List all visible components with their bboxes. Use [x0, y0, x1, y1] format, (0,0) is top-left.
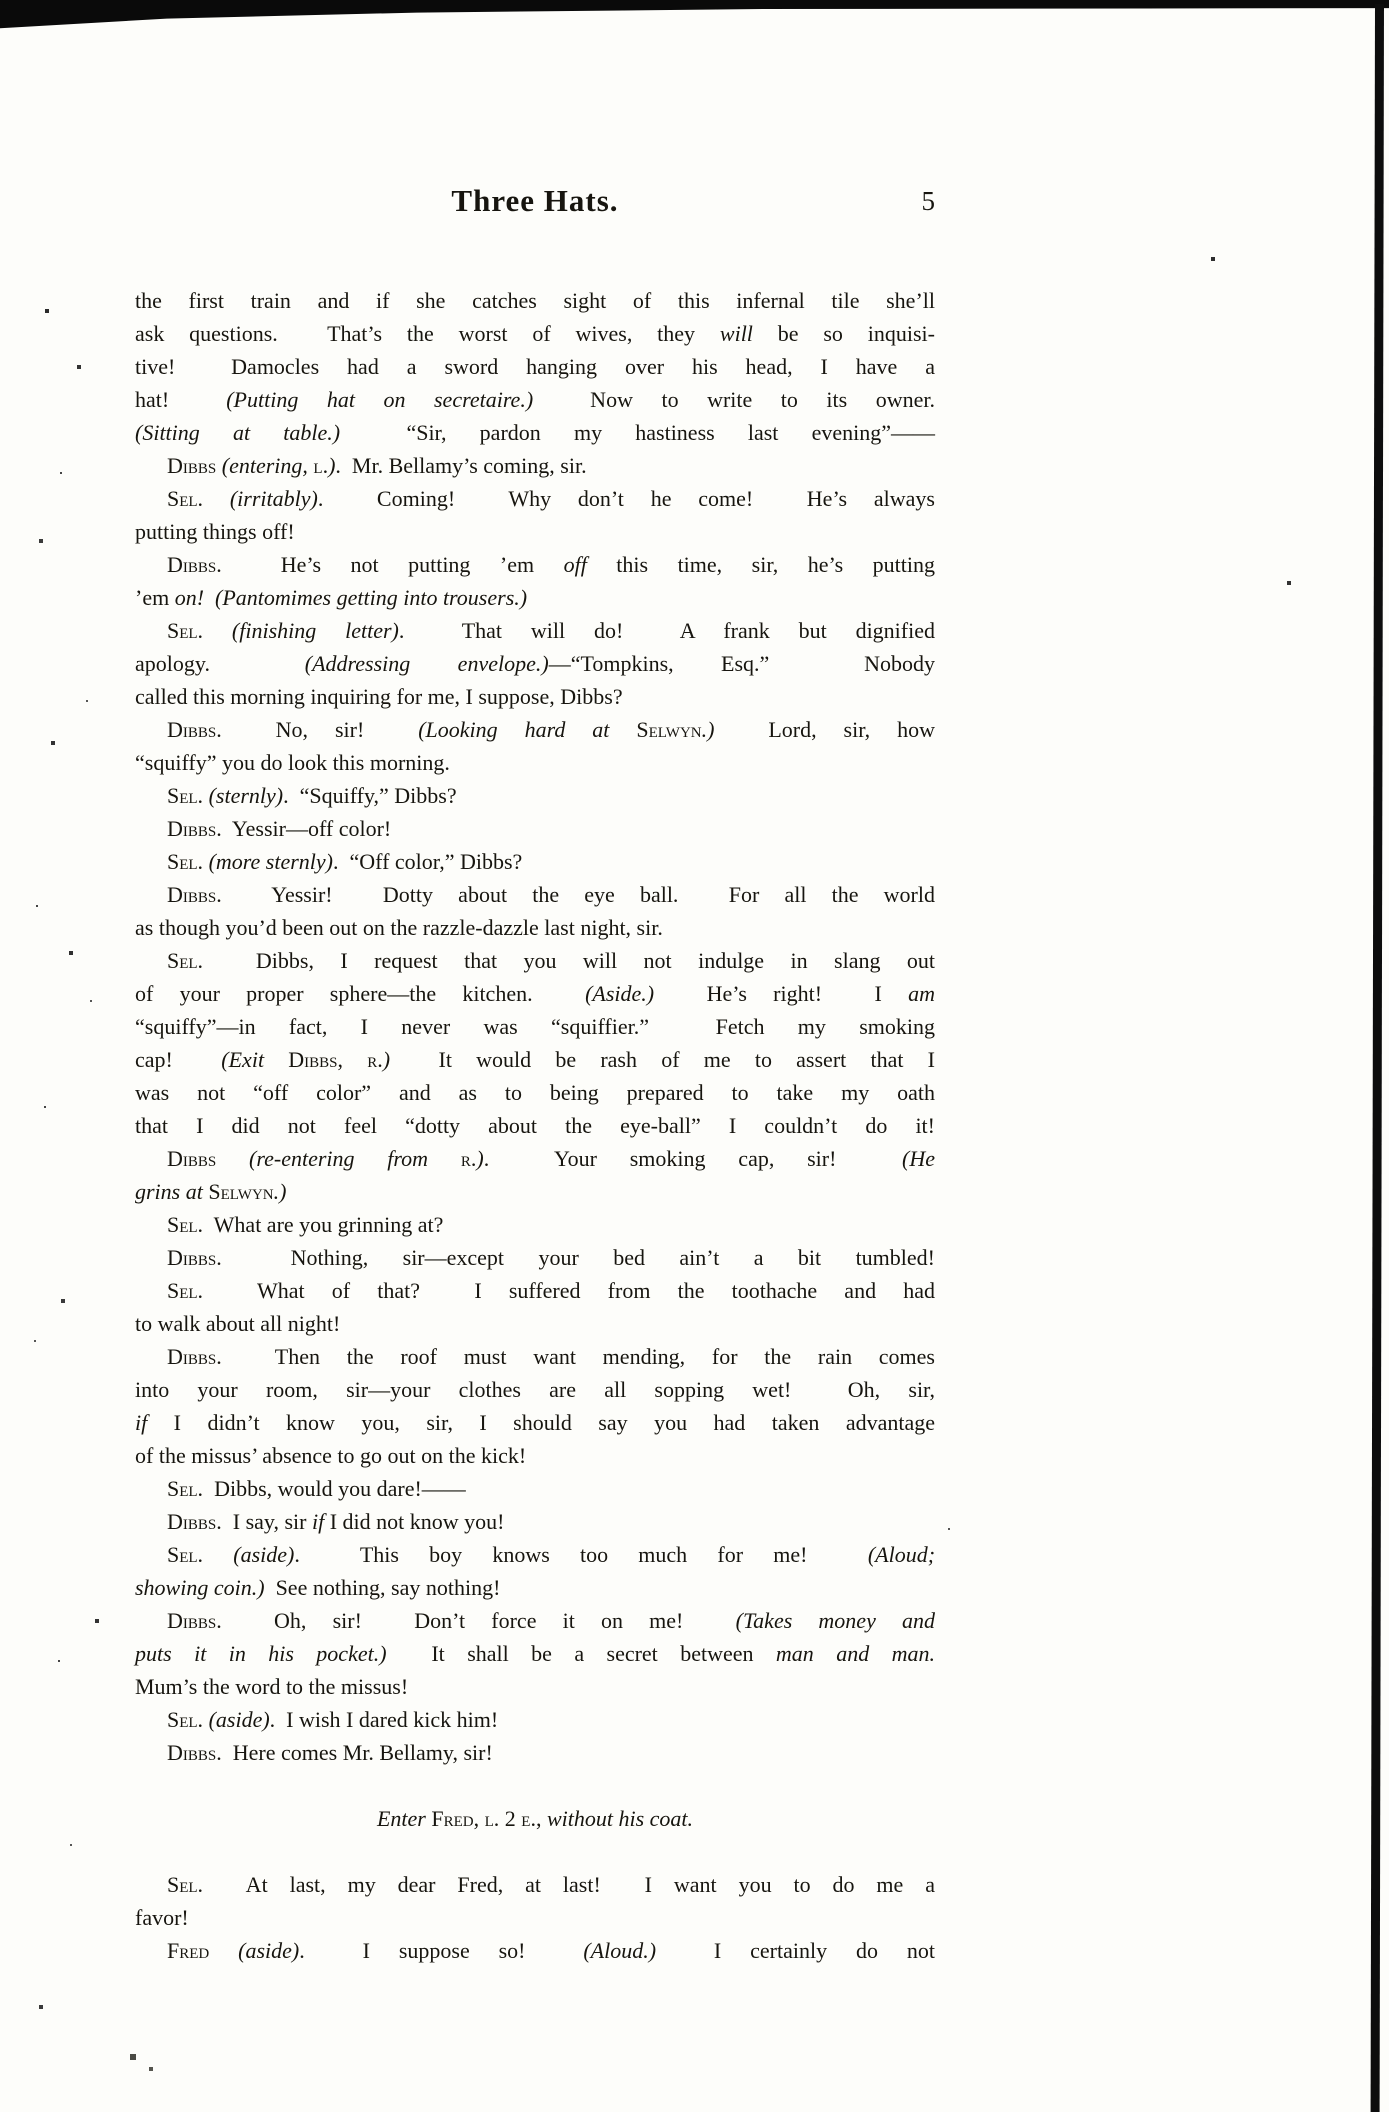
dialogue-text: , — [473, 1806, 485, 1831]
text-line — [135, 845, 935, 878]
page-body — [135, 284, 935, 1967]
text-line — [135, 1604, 935, 1637]
dialogue-text — [203, 618, 232, 643]
dialogue-text: . I wish I dared kick him! — [269, 1707, 499, 1732]
text-line — [135, 1703, 935, 1736]
stage-note: puts it in his pocket.) — [135, 1641, 387, 1666]
dialogue-text: “squiffy” you do look this morning. — [135, 750, 450, 775]
character-name: Sel. — [167, 1707, 204, 1732]
text-line — [135, 317, 935, 350]
text-line — [135, 1406, 935, 1439]
stage-note: Enter — [376, 1806, 432, 1831]
page-header — [135, 183, 935, 219]
dialogue-text: Mum’s the word to the missus! — [135, 1674, 409, 1699]
stage-note: (sternly) — [208, 783, 284, 808]
stage-note: (Aloud; — [867, 1542, 936, 1567]
character-name: Dibbs, r. — [288, 1047, 383, 1072]
character-name: Dibbs. — [167, 1344, 222, 1369]
stage-note: .) — [273, 1179, 287, 1204]
text-line — [135, 1736, 935, 1769]
character-name: Sel. — [167, 1212, 204, 1237]
stage-note: (Exit — [221, 1047, 289, 1072]
character-name: Sel. — [167, 1278, 204, 1303]
text-line — [135, 1241, 935, 1274]
dialogue-text: Nothing, sir—except your bed ain’t a bit tumbled! — [221, 1245, 935, 1270]
dialogue-text: I didn’t know you, sir, I should say you had taken advantage — [147, 1410, 935, 1435]
dialogue-text — [203, 1542, 233, 1567]
dialogue-text: of the missus’ absence to go out on the kick! — [135, 1443, 527, 1468]
dialogue-text: He’s right! I — [654, 981, 909, 1006]
dialogue-text: It would be rash of me to assert that I — [390, 1047, 936, 1072]
text-line — [135, 383, 935, 416]
character-name: Selwyn — [636, 717, 702, 742]
character-name: Sel. — [167, 849, 204, 874]
stage-note: (Putting hat on secretaire.) — [226, 387, 534, 412]
stage-note: ) — [328, 453, 336, 478]
text-line — [135, 878, 935, 911]
dialogue-text: called this morning inquiring for me, I suppose, Dibbs? — [135, 684, 623, 709]
dialogue-text: the first train and if she catches sight of this infernal tile she’ll — [135, 288, 935, 313]
character-name: Dibbs. — [167, 717, 222, 742]
character-name: Selwyn — [208, 1179, 274, 1204]
text-line — [135, 713, 935, 746]
dialogue-text: apology. — [135, 651, 305, 676]
dialogue-text: , — [535, 1806, 547, 1831]
text-line — [135, 1538, 935, 1571]
character-name: Dibbs. — [167, 1608, 222, 1633]
stage-note: (re-entering from — [249, 1146, 461, 1171]
character-name: l. — [313, 453, 329, 478]
scan-artifact-top-edge — [0, 0, 1389, 30]
text-line — [135, 911, 935, 944]
stage-note: ) — [382, 1047, 391, 1072]
text-line — [135, 1340, 935, 1373]
dialogue-text: hat! — [135, 387, 227, 412]
dialogue-text: ’em — [135, 585, 175, 610]
stage-note: (Looking hard at — [418, 717, 637, 742]
stage-note: (Sitting at table.) — [135, 420, 341, 445]
dialogue-text: . Your smoking cap, sir! — [483, 1146, 903, 1171]
stage-note: will — [719, 321, 753, 346]
stage-note: (aside) — [238, 1938, 300, 1963]
character-name: Dibbs — [167, 453, 217, 478]
text-line — [135, 647, 935, 680]
text-line — [135, 1175, 935, 1208]
dialogue-text: Now to write to its owner. — [533, 387, 936, 412]
dialogue-text: was not “off color” and as to being prepared to take my oath — [135, 1080, 935, 1105]
dialogue-text: putting things off! — [135, 519, 295, 544]
dialogue-text: Oh, sir! Don’t force it on me! — [221, 1608, 736, 1633]
character-name: Dibbs — [167, 1146, 217, 1171]
text-line — [135, 1868, 935, 1901]
dialogue-text: . Coming! Why don’t he come! He’s always — [317, 486, 935, 511]
text-line — [135, 482, 935, 515]
text-line — [135, 1274, 935, 1307]
dialogue-text: . Mr. Bellamy’s coming, sir. — [335, 453, 587, 478]
text-line — [135, 1670, 935, 1703]
text-line — [135, 614, 935, 647]
stage-note: on! — [174, 585, 205, 610]
dialogue-text: It shall be a secret between — [386, 1641, 776, 1666]
dialogue-text — [203, 486, 230, 511]
dialogue-text: I say, sir — [221, 1509, 312, 1534]
text-line — [135, 1109, 935, 1142]
character-name: Sel. — [167, 783, 204, 808]
dialogue-text: to walk about all night! — [135, 1311, 341, 1336]
dialogue-text: Yessir! Dotty about the eye ball. For all the world — [221, 882, 935, 907]
stage-note: (aside) — [208, 1707, 270, 1732]
character-name: r. — [460, 1146, 477, 1171]
stage-note: showing coin.) — [135, 1575, 265, 1600]
character-name: Sel. — [167, 1872, 204, 1897]
stage-note: ) — [476, 1146, 484, 1171]
dialogue-text: as though you’d been out on the razzle-dazzle last night, sir. — [135, 915, 663, 940]
text-line — [135, 812, 935, 845]
text-line — [135, 977, 935, 1010]
dialogue-text: . That will do! A frank but dignified — [398, 618, 935, 643]
text-line — [135, 1307, 935, 1340]
dialogue-text: . This boy knows too much for me! — [294, 1542, 868, 1567]
dialogue-text: Yessir—off color! — [221, 816, 392, 841]
text-line — [135, 449, 935, 482]
dialogue-text: At last, my dear Fred, at last! I want you to do me a — [203, 1872, 935, 1897]
character-name: Sel. — [167, 1542, 204, 1567]
text-line — [135, 515, 935, 548]
text-line — [135, 1934, 935, 1967]
text-line — [135, 581, 935, 614]
character-name: Dibbs. — [167, 816, 222, 841]
text-line — [135, 284, 935, 317]
dialogue-text: of your proper sphere—the kitchen. — [135, 981, 586, 1006]
text-line — [135, 416, 935, 449]
stage-note: (Aloud.) — [583, 1938, 657, 1963]
stage-note: (finishing letter) — [231, 618, 399, 643]
dialogue-text: . “Off color,” Dibbs? — [333, 849, 523, 874]
text-line — [135, 1637, 935, 1670]
dialogue-text: See nothing, say nothing! — [264, 1575, 501, 1600]
dialogue-text: What of that? I suffered from the toothache and had — [203, 1278, 935, 1303]
stage-note: (Addressing envelope.) — [304, 651, 549, 676]
dialogue-text: —“Tompkins, Esq.” Nobody — [548, 651, 936, 676]
dialogue-text — [216, 1146, 249, 1171]
text-line — [135, 1439, 935, 1472]
character-name: Dibbs. — [167, 552, 222, 577]
dialogue-text: ask questions. That’s the worst of wives, they — [135, 321, 720, 346]
page-title: Three Hats. — [451, 183, 619, 218]
character-name: Fred — [431, 1806, 474, 1831]
text-line — [135, 779, 935, 812]
dialogue-text: . I suppose so! — [299, 1938, 584, 1963]
character-name: Dibbs. — [167, 1740, 222, 1765]
stage-direction — [135, 1802, 935, 1835]
stage-note: man and man. — [775, 1641, 935, 1666]
stage-note: (Pantomimes getting into trousers.) — [215, 585, 528, 610]
text-line — [135, 1076, 935, 1109]
stage-note: off — [563, 552, 587, 577]
text-line — [135, 1208, 935, 1241]
stage-note: without his coat. — [546, 1806, 694, 1831]
character-name: Sel. — [167, 618, 204, 643]
text-line — [135, 1043, 935, 1076]
scan-artifact-gutter-line — [1371, 4, 1384, 2112]
text-line — [135, 1472, 935, 1505]
scan-noise-speckles — [0, 0, 2, 2]
stage-note: if — [311, 1509, 325, 1534]
page-number: 5 — [921, 186, 935, 216]
dialogue-text: What are you grinning at? — [203, 1212, 444, 1237]
text-line — [135, 680, 935, 713]
stage-note: if — [135, 1410, 148, 1435]
dialogue-text: Then the roof must want mending, for the rain comes — [221, 1344, 935, 1369]
text-line — [135, 1901, 935, 1934]
dialogue-text — [209, 1938, 238, 1963]
dialogue-text: be so inquisi- — [752, 321, 935, 346]
stage-note: .) — [701, 717, 715, 742]
stage-note: (Takes money and — [735, 1608, 935, 1633]
character-name: Fred — [167, 1938, 210, 1963]
text-line — [135, 548, 935, 581]
text-line — [135, 1505, 935, 1538]
dialogue-text: Here comes Mr. Bellamy, sir! — [221, 1740, 493, 1765]
dialogue-text: I certainly do not — [656, 1938, 935, 1963]
character-name: l. 2 e. — [484, 1806, 536, 1831]
dialogue-text: I did not know you! — [324, 1509, 505, 1534]
dialogue-text — [204, 585, 215, 610]
stage-note: am — [908, 981, 935, 1006]
stage-note: (entering, — [221, 453, 314, 478]
dialogue-text: into your room, sir—your clothes are all sopping wet! Oh, sir, — [135, 1377, 935, 1402]
dialogue-text: tive! Damocles had a sword hanging over his head, I have a — [135, 354, 935, 379]
dialogue-text: Dibbs, would you dare!—— — [203, 1476, 466, 1501]
dialogue-text: cap! — [135, 1047, 222, 1072]
stage-note: (Aside.) — [585, 981, 655, 1006]
dialogue-text: No, sir! — [221, 717, 419, 742]
character-name: Sel. — [167, 948, 204, 973]
stage-note: (more sternly) — [208, 849, 333, 874]
stage-note: (aside) — [233, 1542, 295, 1567]
character-name: Sel. — [167, 486, 204, 511]
stage-note: (irritably) — [229, 486, 318, 511]
text-line — [135, 746, 935, 779]
text-line — [135, 1571, 935, 1604]
dialogue-text: “squiffy”—in fact, I never was “squiffier.” Fetch my smoking — [135, 1014, 935, 1039]
dialogue-text: this time, sir, he’s putting — [586, 552, 935, 577]
character-name: Dibbs. — [167, 1245, 222, 1270]
text-line — [135, 944, 935, 977]
character-name: Dibbs. — [167, 1509, 222, 1534]
dialogue-text: favor! — [135, 1905, 189, 1930]
dialogue-text: Lord, sir, how — [714, 717, 936, 742]
text-line — [135, 1010, 935, 1043]
dialogue-text: He’s not putting ’em — [221, 552, 564, 577]
stage-note: grins at — [135, 1179, 209, 1204]
text-line — [135, 1142, 935, 1175]
dialogue-text: Dibbs, I request that you will not indulge in slang out — [203, 948, 935, 973]
dialogue-text: that I did not feel “dotty about the eye-ball” I couldn’t do it! — [135, 1113, 935, 1138]
dialogue-text: “Sir, pardon my hastiness last evening”—— — [340, 420, 936, 445]
stage-note: (He — [902, 1146, 935, 1171]
text-line — [135, 1373, 935, 1406]
dialogue-text: . “Squiffy,” Dibbs? — [283, 783, 457, 808]
character-name: Dibbs. — [167, 882, 222, 907]
text-line — [135, 350, 935, 383]
character-name: Sel. — [167, 1476, 204, 1501]
